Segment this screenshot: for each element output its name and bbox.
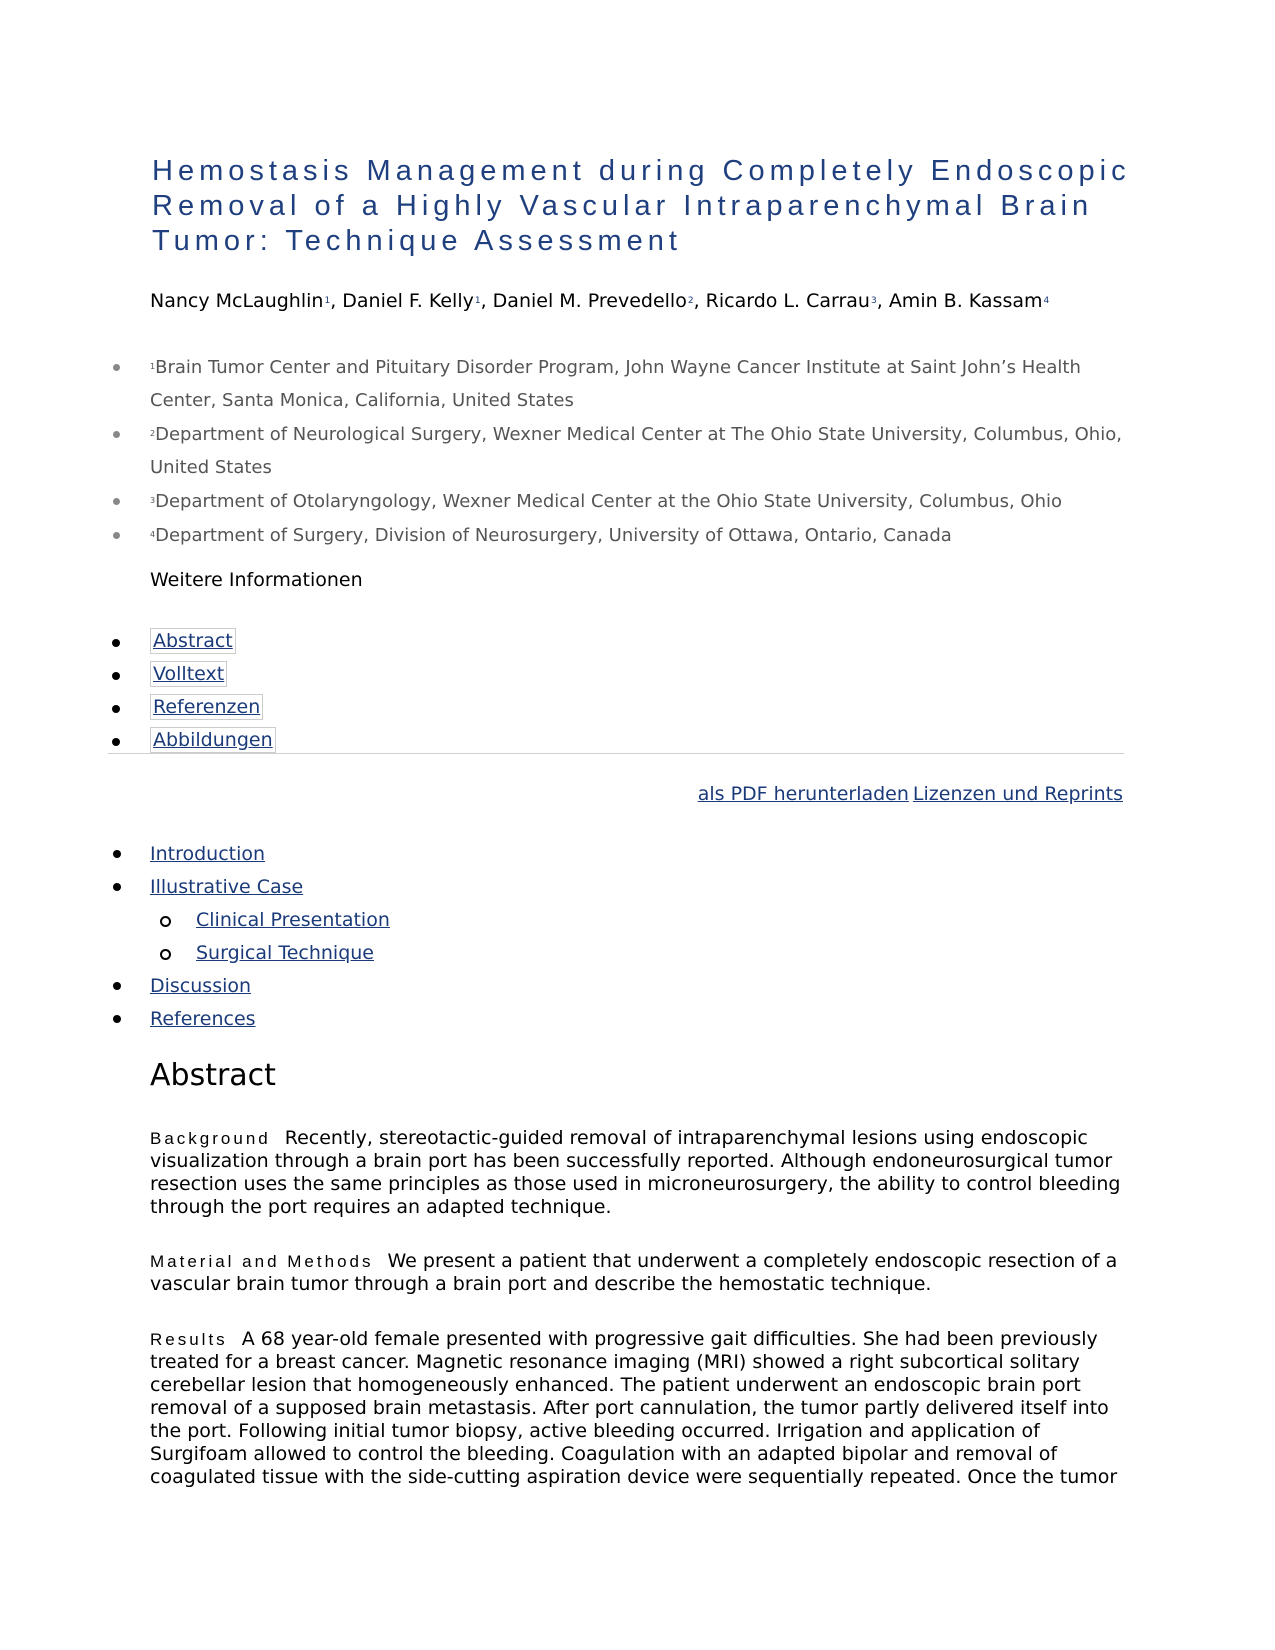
circle-bullet-icon — [160, 916, 171, 927]
download-bar — [698, 783, 1123, 805]
affiliation-item: $^4$Department of Surgery, Division of Neurosurgery, University of Ottawa, Ontario, Canada — [150, 518, 1130, 552]
toc-item — [150, 1007, 390, 1040]
toc-item — [150, 974, 390, 1007]
download-pdf-link[interactable]: als PDF herunterladen — [697, 783, 909, 805]
tab-references — [150, 694, 276, 727]
more-info-toggle[interactable]: Weitere Informationen — [150, 569, 363, 591]
tab-references-link[interactable]: Referenzen — [150, 694, 263, 720]
author[interactable]: Daniel M. Prevedello$^2$ — [492, 290, 694, 312]
licenses-reprints-link[interactable]: Lizenzen und Reprints — [912, 783, 1123, 805]
bullet-icon — [113, 498, 120, 505]
bullet-icon — [112, 672, 120, 680]
abstract-methods — [150, 1250, 1130, 1296]
section-text: A 68 year-old female presented with progressive gait difficulties. She had been previously treated for a breast cancer. Magnetic resonance imaging (MRI) showed a right subcortical solitary cerebellar lesion that homogeneously enhanced. The patient underwent an endoscopic brain port removal of a supposed brain metastasis. After port cannulation, the tumor partly delivered itself into the port. Following initial tumor biopsy, active bleeding occurred. Irrigation and application of Surgifoam allowed to control the bleeding. Coagulation with an adapted bipolar and removal of coagulated tissue with the side-cutting aspiration device were sequentially repeated. Once the tumor — [150, 1328, 1118, 1488]
author[interactable]: Ricardo L. Carrau$^3$ — [705, 290, 877, 312]
section-label: Background — [150, 1129, 271, 1148]
section-text: Recently, stereotactic-guided removal of intraparenchymal lesions using endoscopic visualization through a brain port has been successfully reported. Although endoneurosurgical tumor resection uses the same principles as those used in microneurosurgery, the ability to control bleeding through the port requires an adapted technique. — [150, 1127, 1121, 1218]
article-title: Hemostasis Management during Completely Endoscopic Removal of a Highly Vascular Intraparenchymal Brain Tumor: Technique Assessment — [152, 155, 1131, 257]
abstract-heading: Abstract — [150, 1058, 276, 1093]
bullet-icon — [112, 738, 120, 746]
section-label: Material and Methods — [150, 1252, 374, 1271]
affiliation-item: $^2$Department of Neurological Surgery, Wexner Medical Center at The Ohio State University, Columbus, Ohio, United States — [150, 417, 1130, 484]
bullet-icon — [113, 532, 120, 539]
author-list: Nancy McLaughlin$^1$, Daniel F. Kelly$^1$, Daniel M. Prevedello$^2$, Ricardo L. Carrau$^3$, Amin B. Kassam$^4$ — [150, 290, 1050, 312]
toc-subitem — [150, 941, 390, 974]
bullet-icon — [112, 639, 120, 647]
bullet-icon — [113, 1015, 121, 1023]
bullet-icon — [112, 705, 120, 713]
toc-illustrative-case-link[interactable]: Illustrative Case — [150, 876, 304, 898]
affiliation-list — [150, 350, 1130, 552]
toc-clinical-presentation-link[interactable]: Clinical Presentation — [196, 909, 390, 931]
bullet-icon — [113, 982, 121, 990]
bullet-icon — [113, 364, 120, 371]
author[interactable]: Amin B. Kassam$^4$ — [888, 290, 1050, 312]
bullet-icon — [113, 850, 121, 858]
affiliation-item: $^3$Department of Otolaryngology, Wexner Medical Center at the Ohio State University, Columbus, Ohio — [150, 484, 1130, 518]
section-label: Results — [150, 1330, 228, 1349]
table-of-contents — [150, 842, 390, 1040]
toc-references-link[interactable]: References — [150, 1008, 256, 1030]
tab-abstract-link[interactable]: Abstract — [150, 628, 236, 654]
affiliation-item: $^1$Brain Tumor Center and Pituitary Disorder Program, John Wayne Cancer Institute at Saint John’s Health Center, Santa Monica, California, United States — [150, 350, 1130, 417]
toc-discussion-link[interactable]: Discussion — [150, 975, 252, 997]
toc-subitem — [150, 908, 390, 941]
toc-item — [150, 842, 390, 875]
abstract-results — [150, 1328, 1130, 1489]
article-tabs — [150, 628, 276, 760]
tab-figures — [150, 727, 276, 760]
circle-bullet-icon — [160, 949, 171, 960]
author[interactable]: Nancy McLaughlin$^1$ — [150, 290, 331, 312]
divider — [108, 753, 1124, 754]
bullet-icon — [113, 431, 120, 438]
toc-surgical-technique-link[interactable]: Surgical Technique — [196, 942, 374, 964]
tab-abstract — [150, 628, 276, 661]
bullet-icon — [113, 883, 121, 891]
tab-figures-link[interactable]: Abbildungen — [150, 727, 276, 753]
tab-fulltext — [150, 661, 276, 694]
toc-item — [150, 875, 390, 908]
section-text: We present a patient that underwent a completely endoscopic resection of a vascular brain tumor through a brain port and describe the hemostatic technique. — [150, 1250, 1118, 1295]
author[interactable]: Daniel F. Kelly$^1$ — [342, 290, 481, 312]
toc-introduction-link[interactable]: Introduction — [150, 843, 266, 865]
tab-fulltext-link[interactable]: Volltext — [150, 661, 227, 687]
abstract-background — [150, 1127, 1130, 1219]
